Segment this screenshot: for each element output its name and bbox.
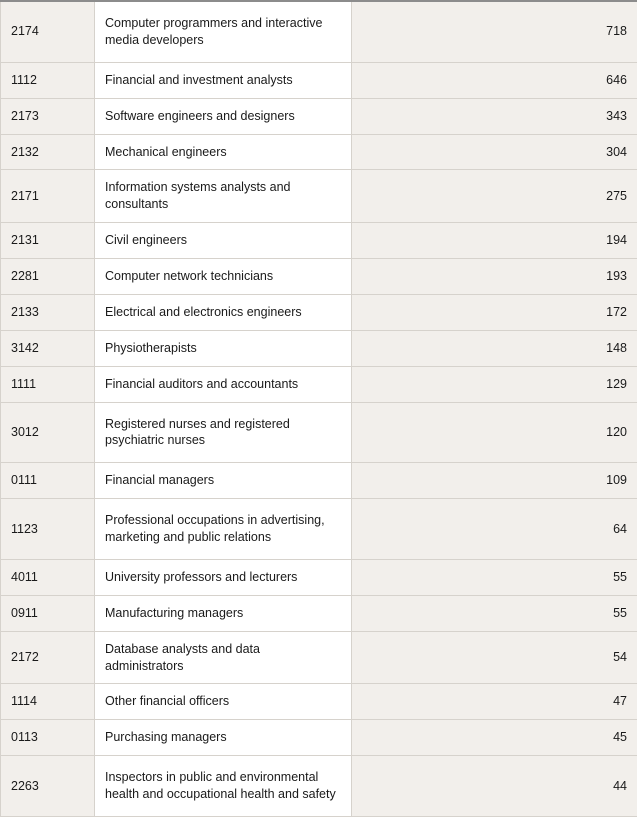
table-row <box>1 366 637 402</box>
occupation-title: Registered nurses and registered psychiatric nurses <box>95 402 352 463</box>
occupation-table-body <box>1 1 637 816</box>
table-row <box>1 294 637 330</box>
occupation-title: Purchasing managers <box>95 720 352 756</box>
occupation-count: 718 <box>352 1 637 62</box>
occupation-code: 4011 <box>1 559 95 595</box>
table-row <box>1 134 637 170</box>
table-row <box>1 499 637 560</box>
occupation-count: 44 <box>352 756 637 817</box>
occupation-code: 1111 <box>1 366 95 402</box>
occupation-title: Electrical and electronics engineers <box>95 294 352 330</box>
occupation-count: 47 <box>352 684 637 720</box>
occupation-count: 54 <box>352 631 637 684</box>
occupation-count: 172 <box>352 294 637 330</box>
occupation-code: 2173 <box>1 98 95 134</box>
occupation-title: Physiotherapists <box>95 330 352 366</box>
table-row <box>1 720 637 756</box>
occupation-code: 3012 <box>1 402 95 463</box>
occupation-count: 193 <box>352 259 637 295</box>
occupation-title: Computer network technicians <box>95 259 352 295</box>
occupation-title: Database analysts and data administrators <box>95 631 352 684</box>
occupation-count: 64 <box>352 499 637 560</box>
table-row <box>1 170 637 223</box>
occupation-count: 120 <box>352 402 637 463</box>
table-row <box>1 402 637 463</box>
table-row <box>1 330 637 366</box>
table-row <box>1 559 637 595</box>
occupation-code: 0113 <box>1 720 95 756</box>
occupation-code: 3142 <box>1 330 95 366</box>
table-row <box>1 595 637 631</box>
occupation-title: Financial and investment analysts <box>95 62 352 98</box>
table-row <box>1 756 637 817</box>
occupation-code: 0111 <box>1 463 95 499</box>
occupation-count: 55 <box>352 595 637 631</box>
occupation-code: 2171 <box>1 170 95 223</box>
occupation-title: Information systems analysts and consultants <box>95 170 352 223</box>
occupation-title: Financial managers <box>95 463 352 499</box>
occupation-count: 129 <box>352 366 637 402</box>
table-row <box>1 631 637 684</box>
occupation-code: 2263 <box>1 756 95 817</box>
table-row <box>1 684 637 720</box>
occupation-code: 2132 <box>1 134 95 170</box>
occupation-count: 304 <box>352 134 637 170</box>
table-row <box>1 1 637 62</box>
occupation-title: Other financial officers <box>95 684 352 720</box>
occupation-count: 55 <box>352 559 637 595</box>
occupation-count: 343 <box>352 98 637 134</box>
table-row <box>1 62 637 98</box>
occupation-title: Manufacturing managers <box>95 595 352 631</box>
occupation-title: Professional occupations in advertising, marketing and public relations <box>95 499 352 560</box>
occupation-count: 275 <box>352 170 637 223</box>
occupation-code: 2174 <box>1 1 95 62</box>
occupation-code: 2281 <box>1 259 95 295</box>
occupation-title: Civil engineers <box>95 223 352 259</box>
occupation-count: 45 <box>352 720 637 756</box>
table-row <box>1 223 637 259</box>
occupation-title: University professors and lecturers <box>95 559 352 595</box>
occupation-title: Computer programmers and interactive media developers <box>95 1 352 62</box>
occupation-code: 1112 <box>1 62 95 98</box>
occupation-code: 1123 <box>1 499 95 560</box>
occupation-title: Mechanical engineers <box>95 134 352 170</box>
occupation-code: 0911 <box>1 595 95 631</box>
table-row <box>1 98 637 134</box>
occupation-count: 148 <box>352 330 637 366</box>
occupation-count: 109 <box>352 463 637 499</box>
occupation-code: 1114 <box>1 684 95 720</box>
occupation-title: Financial auditors and accountants <box>95 366 352 402</box>
occupation-count: 646 <box>352 62 637 98</box>
occupation-title: Software engineers and designers <box>95 98 352 134</box>
occupation-code: 2131 <box>1 223 95 259</box>
occupation-code: 2172 <box>1 631 95 684</box>
table-row <box>1 463 637 499</box>
table-row <box>1 259 637 295</box>
occupation-title: Inspectors in public and environmental health and occupational health and safety <box>95 756 352 817</box>
occupation-count: 194 <box>352 223 637 259</box>
occupation-code: 2133 <box>1 294 95 330</box>
